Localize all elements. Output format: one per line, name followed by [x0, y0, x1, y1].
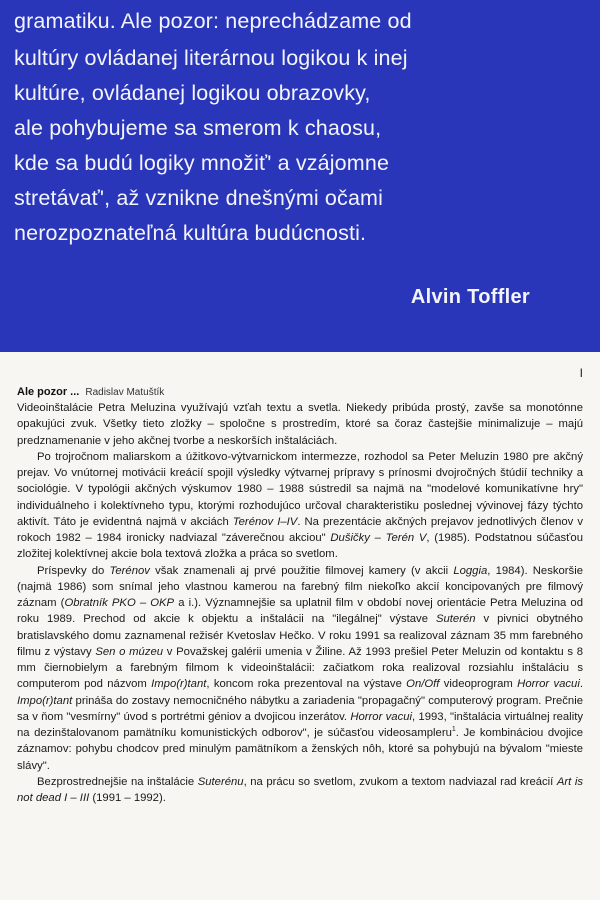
artwork-title: Suterénu — [197, 775, 244, 788]
artwork-title: Loggia — [453, 564, 488, 577]
paragraph-text: a i.). Významnejšie sa uplatnil film v období novej orientácie Petra Meluzina od roku 1989. Prechod od akcie k objektu a inštalácii na "ilegálnej" výstave — [17, 597, 583, 626]
article-title: Ale pozor ... — [17, 386, 80, 398]
artwork-title: Impo(r)tant — [17, 694, 73, 707]
artwork-title: Sen o múzeu — [95, 645, 164, 658]
artwork-title: Horror vacui — [517, 678, 580, 691]
quote-line: gramatiku. Ale pozor: neprechádzame od — [14, 9, 412, 33]
artwork-title: Impo(r)tant — [151, 678, 207, 691]
article-author: Radislav Matuštík — [85, 387, 165, 398]
quote-line: stretávať', až vznikne dnešnými očami — [14, 186, 384, 210]
artwork-title: On/Off — [406, 678, 440, 691]
artwork-title: Terénov — [109, 564, 150, 577]
quote-panel — [0, 0, 600, 352]
artwork-title: Suterén — [435, 613, 476, 626]
artwork-title: Dušičky – Terén V — [330, 532, 427, 544]
page-number: I — [579, 366, 583, 380]
paragraph-text: , 1984). Neskoršie (najmä 1986) som snímal jeho vlastnou kamerou na farebný film niekoľko akcií koncipovaných pre filmový záznam ( — [17, 564, 583, 609]
footnote-ref: 1 — [451, 726, 456, 734]
artwork-title: Terénov I–IV — [232, 515, 298, 528]
paragraph-text: . — [579, 678, 583, 691]
paragraph-text: (1991 – 1992). — [89, 792, 166, 804]
paragraph-text: Bezprostrednejšie na inštalácie — [37, 775, 198, 788]
paragraph-text: . Je kombináciou dvojice záznamov: pohybu chodcov pred minulým pamätníkom a ženských nôh, ktoré sa pohybujú na bývalom "mieste slávy". — [17, 727, 583, 772]
paragraph-text: však znamenali aj prvé použitie filmovej kamery (v akcii — [149, 564, 454, 577]
article-body — [17, 400, 583, 806]
article-header — [17, 386, 164, 398]
paragraph — [17, 774, 583, 807]
paragraph-text: , (1985). Podstatnou súčasťou zložitej kolektívnej akcie bola textová zložka a práca so svetlom. — [17, 532, 583, 561]
artwork-title: Art is not dead I – III — [17, 775, 583, 804]
quote-line: kultúre, ovládanej logikou obrazovky, — [14, 81, 371, 105]
quote-line: nerozpoznateľná kultúra budúcnosti. — [14, 221, 367, 245]
paragraph-text: . Na prezentácie akčných prejavov jednotlivých členov v rokoch 1982 – 1984 ironicky nadviazal "záverečnou akciou" — [17, 515, 583, 544]
paragraph-text: Videoinštalácie Petra Meluzina využívajú vzťah textu a svetla. Niekedy pribúda prostý, zavše sa monotónne opakujúci zvuk. Všetky tieto zložky – spoločne s prostredím, ktoré sa čoraz častejšie minimalizuje – majú predznamenanie v jeho akčnej tvorbe a neskorších inštaláciách. — [17, 402, 583, 447]
paragraph-text: Po trojročnom maliarskom a úžitkovo-výtvarnickom intermezze, rozhodol sa Peter Meluzin 1980 pre akčný prejav. Vo vnútornej motivácii kreácií spojil výsledky výtvarnej prípravy s prínosmi dvojročných štúdií techniky a sociológie. V typológii akčných výskumov 1980 – 1988 sústredil sa najmä na "modelové komunikatívne hry" individuálneho i kolektívneho typu, ktorými rozhodujúco určoval charakteristiku poslednej vývinovej fázy týchto aktivít. Táto je evidentná najmä v akciách — [17, 450, 583, 528]
paragraph-text: , koncom roka prezentoval na výstave — [206, 678, 407, 691]
paragraph — [17, 449, 583, 563]
paragraph-text: , na prácu so svetlom, zvukom a textom nadviazal rad kreácií — [243, 775, 557, 788]
quote-line: kde sa budú logiky množiť' a vzájomne — [14, 151, 390, 175]
paragraph-text: v Považskej galérii umenia v Žiline. Až 1993 prešiel Peter Meluzin od kontaktu s 8 mm čiernobielym a farebným filmom k videoinštalácii: začiatkom roka realizoval rozsiahlu inštaláciu s computerom pod názvom — [17, 645, 583, 691]
artwork-title: Obratník PKO – OKP — [64, 597, 175, 609]
paragraph — [17, 400, 583, 449]
quote-line: kultúry ovládanej literárnou logikou k inej — [14, 46, 408, 70]
paragraph-text: Príspevky do — [37, 564, 110, 577]
paragraph-text: , 1993, "inštalácia virtuálnej reality na dezinštalovanom pamätníku komunistických odborov", je súčasťou videosampleru — [17, 710, 583, 739]
paragraph-text: prináša do zostavy nemocničného nábytku a zariadenia "propagačný" computerový program. Prečnie sa v ňom "vesmírny" úvod s portrétmi géniov a dvojicou inzerátov. — [17, 694, 583, 723]
paragraph — [17, 563, 583, 774]
quote-line: ale pohybujeme sa smerom k chaosu, — [14, 116, 382, 140]
paragraph-text: v pivnici obytného bratislavského domu zaznamenal režisér Kvetoslav Hečko. V roku 1991 sa realizoval záznam 35 mm farebného filmu z výstavy — [17, 613, 583, 658]
paragraph-text: videoprogram — [439, 678, 518, 691]
quote-author: Alvin Toffler — [410, 286, 530, 308]
artwork-title: Horror vacui — [350, 710, 413, 723]
